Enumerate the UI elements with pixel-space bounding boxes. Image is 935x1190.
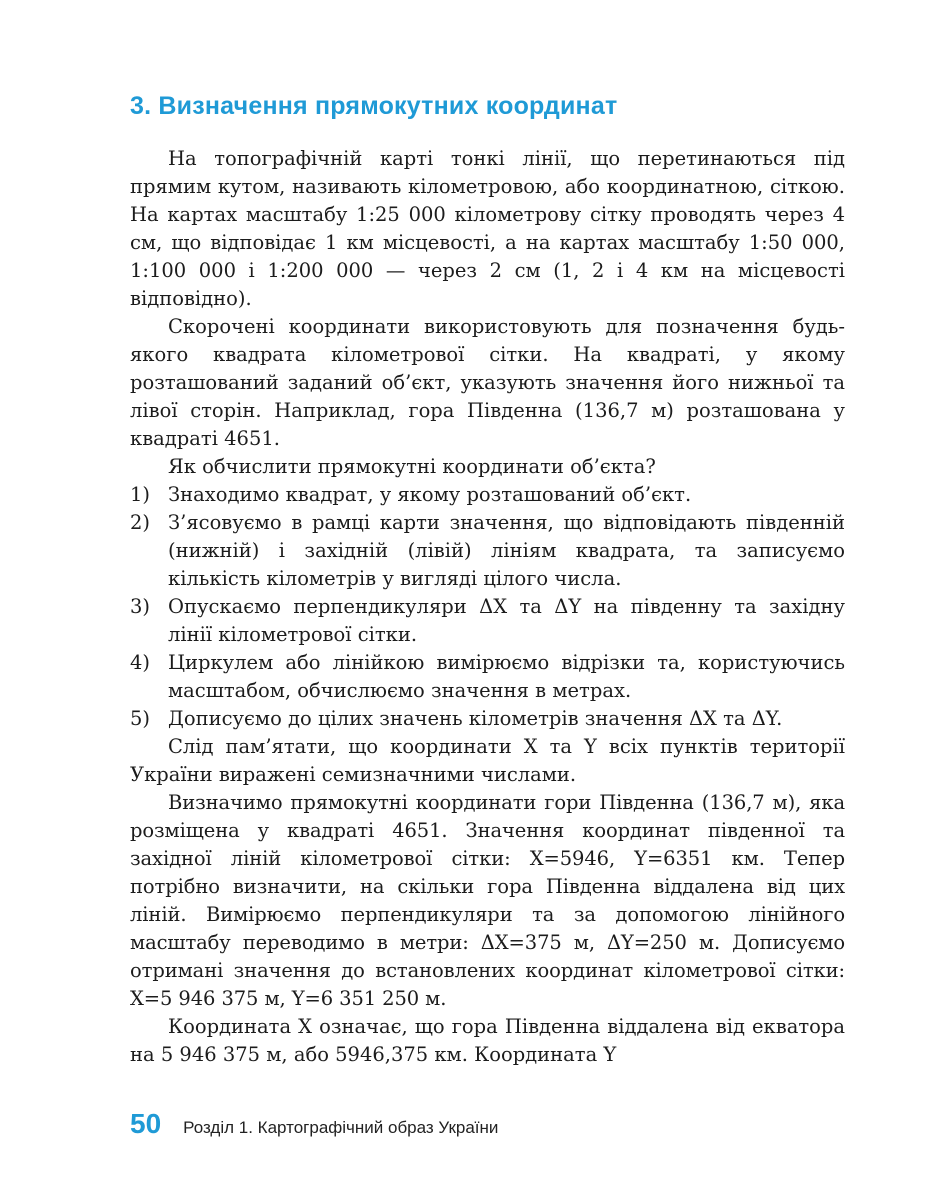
paragraph-example-calculation: Визначимо прямокутні координати гори Південна (136,7 м), яка розміщена у квадраті 4651. Значення координат південної та західної ліній кілометрової сітки: X=5946, Y=6351 км. Тепер потрібно визначити, на скільки гора Південна віддалена від цих ліній. Вимірюємо перпендикуляри та за допомогою лінійного масштабу переводимо в метри: ΔX=375 м, ΔY=250 м. Дописуємо отримані значення до встановлених координат кілометрової сітки: X=5 946 375 м, Y=6 351 250 м.: [130, 791, 845, 1010]
page-content: [130, 92, 845, 1069]
step-text: Знаходимо квадрат, у якому розташований об’єкт.: [168, 483, 692, 506]
step-text: Циркулем або лінійкою вимірюємо відрізки та, користуючись масштабом, обчислюємо значення в метрах.: [168, 651, 845, 702]
page-footer: [130, 1108, 498, 1140]
step-text: Дописуємо до цілих значень кілометрів значення ΔX та ΔY.: [168, 707, 783, 730]
list-item: [130, 649, 845, 705]
step-text: З’ясовуємо в рамці карти значення, що відповідають південній (нижній) і західній (лівій) лініям квадрата, та записуємо кількість кілометрів у вигляді цілого числа.: [168, 511, 845, 590]
steps-list: [130, 481, 845, 733]
list-item: [130, 705, 845, 733]
list-item: [130, 481, 845, 509]
list-item: [130, 509, 845, 593]
paragraph-seven-digit-note: Слід пам’ятати, що координати X та Y всіх пунктів території України виражені семизначними числами.: [130, 735, 845, 786]
paragraph-short-coordinates: Скорочені координати використовують для позначення будь-якого квадрата кілометрової сітки. На квадраті, у якому розташований заданий об’єкт, указують значення його нижньої та лівої сторін. Наприклад, гора Південна (136,7 м) розташована у квадраті 4651.: [130, 315, 845, 450]
step-number: 5): [130, 707, 151, 730]
paragraph-kilometer-grid: На топографічній карті тонкі лінії, що перетинаються під прямим кутом, називають кілометровою, або координатною, сіткою. На картах масштабу 1:25 000 кілометрову сітку проводять через 4 см, що відповідає 1 км місцевості, а на картах масштабу 1:50 000, 1:100 000 і 1:200 000 — через 2 см (1, 2 і 4 км на місцевості відповідно).: [130, 147, 845, 310]
step-number: 3): [130, 595, 151, 618]
question-how-to-calculate: Як обчислити прямокутні координати об’єкта?: [168, 455, 656, 478]
step-number: 1): [130, 483, 151, 506]
step-number: 4): [130, 651, 151, 674]
step-number: 2): [130, 511, 151, 534]
paragraph-coordinate-meaning: Координата X означає, що гора Південна віддалена від екватора на 5 946 375 м, або 5946,375 км. Координата Y: [130, 1015, 845, 1066]
step-text: Опускаємо перпендикуляри ΔX та ΔY на південну та західну лінії кілометрової сітки.: [168, 595, 845, 646]
page-number: 50: [130, 1108, 162, 1139]
section-title: 3. Визначення прямокутних координат: [130, 92, 618, 120]
chapter-title: Розділ 1. Картографічний образ України: [183, 1118, 499, 1137]
list-item: [130, 593, 845, 649]
